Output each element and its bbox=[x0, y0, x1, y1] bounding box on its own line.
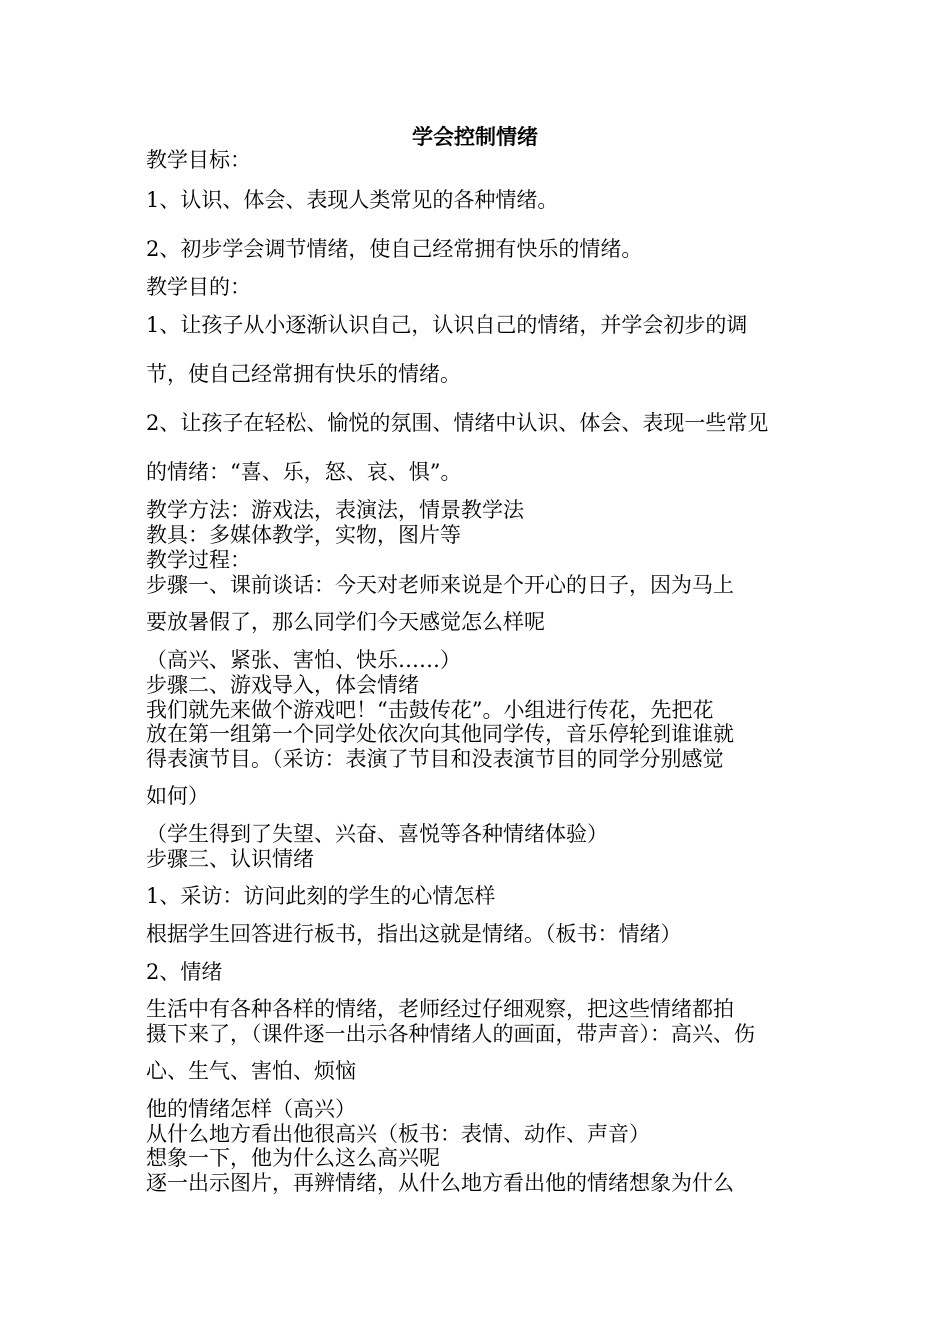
text-line: 1、让孩子从小逐渐认识自己，认识自己的情绪，并学会初步的调 bbox=[146, 313, 748, 337]
text-line: 摄下来了，（课件逐一出示各种情绪人的画面，带声音）：高兴、伤 bbox=[146, 1022, 755, 1046]
text-line: 1、认识、体会、表现人类常见的各种情绪。 bbox=[146, 188, 559, 212]
text-line: （学生得到了失望、兴奋、喜悦等各种情绪体验） bbox=[146, 822, 608, 846]
text-line: 放在第一组第一个同学处依次向其他同学传，音乐停轮到谁谁就 bbox=[146, 722, 734, 746]
text-line: 从什么地方看出他很高兴（板书：表情、动作、声音） bbox=[146, 1122, 650, 1146]
text-line: 心、生气、害怕、烦恼 bbox=[146, 1059, 356, 1083]
text-line: 节，使自己经常拥有快乐的情绪。 bbox=[146, 362, 461, 386]
text-line: 教学目标： bbox=[146, 148, 251, 172]
text-line: 得表演节目。（采访：表演了节目和没表演节目的同学分别感觉 bbox=[146, 747, 724, 771]
text-line: 生活中有各种各样的情绪，老师经过仔细观察，把这些情绪都拍 bbox=[146, 997, 734, 1021]
text-line: 步骤二、游戏导入，体会情绪 bbox=[146, 673, 419, 697]
text-line: 2、初步学会调节情绪，使自己经常拥有快乐的情绪。 bbox=[146, 237, 643, 261]
text-line: 教具：多媒体教学，实物，图片等 bbox=[146, 523, 461, 547]
text-line: 他的情绪怎样（高兴） bbox=[146, 1097, 356, 1121]
text-line: 逐一出示图片，再辨情绪，从什么地方看出他的情绪想象为什么 bbox=[146, 1171, 734, 1195]
text-line: 教学方法：游戏法，表演法，情景教学法 bbox=[146, 498, 524, 522]
text-line: 要放暑假了，那么同学们今天感觉怎么样呢 bbox=[146, 610, 545, 634]
text-line: 2、让孩子在轻松、愉悦的氛围、情绪中认识、体会、表现一些常见 bbox=[146, 411, 769, 435]
text-line: 2、情绪 bbox=[146, 960, 223, 984]
text-line: 我们就先来做个游戏吧！“击鼓传花”。小组进行传花，先把花 bbox=[146, 698, 714, 722]
text-line: （高兴、紧张、害怕、快乐……） bbox=[146, 648, 461, 672]
text-line: 根据学生回答进行板书，指出这就是情绪。（板书：情绪） bbox=[146, 922, 682, 946]
text-line: 如何） bbox=[146, 784, 209, 808]
document-title: 学会控制情绪 bbox=[412, 125, 538, 149]
text-line: 教学过程： bbox=[146, 548, 251, 572]
text-line: 步骤一、课前谈话：今天对老师来说是个开心的日子，因为马上 bbox=[146, 573, 734, 597]
text-line: 的情绪：“喜、乐，怒、哀、惧”。 bbox=[146, 460, 462, 484]
text-line: 教学目的： bbox=[146, 275, 251, 299]
text-line: 1、采访：访问此刻的学生的心情怎样 bbox=[146, 884, 496, 908]
text-line: 想象一下，他为什么这么高兴呢 bbox=[146, 1146, 440, 1170]
text-line: 步骤三、认识情绪 bbox=[146, 847, 314, 871]
